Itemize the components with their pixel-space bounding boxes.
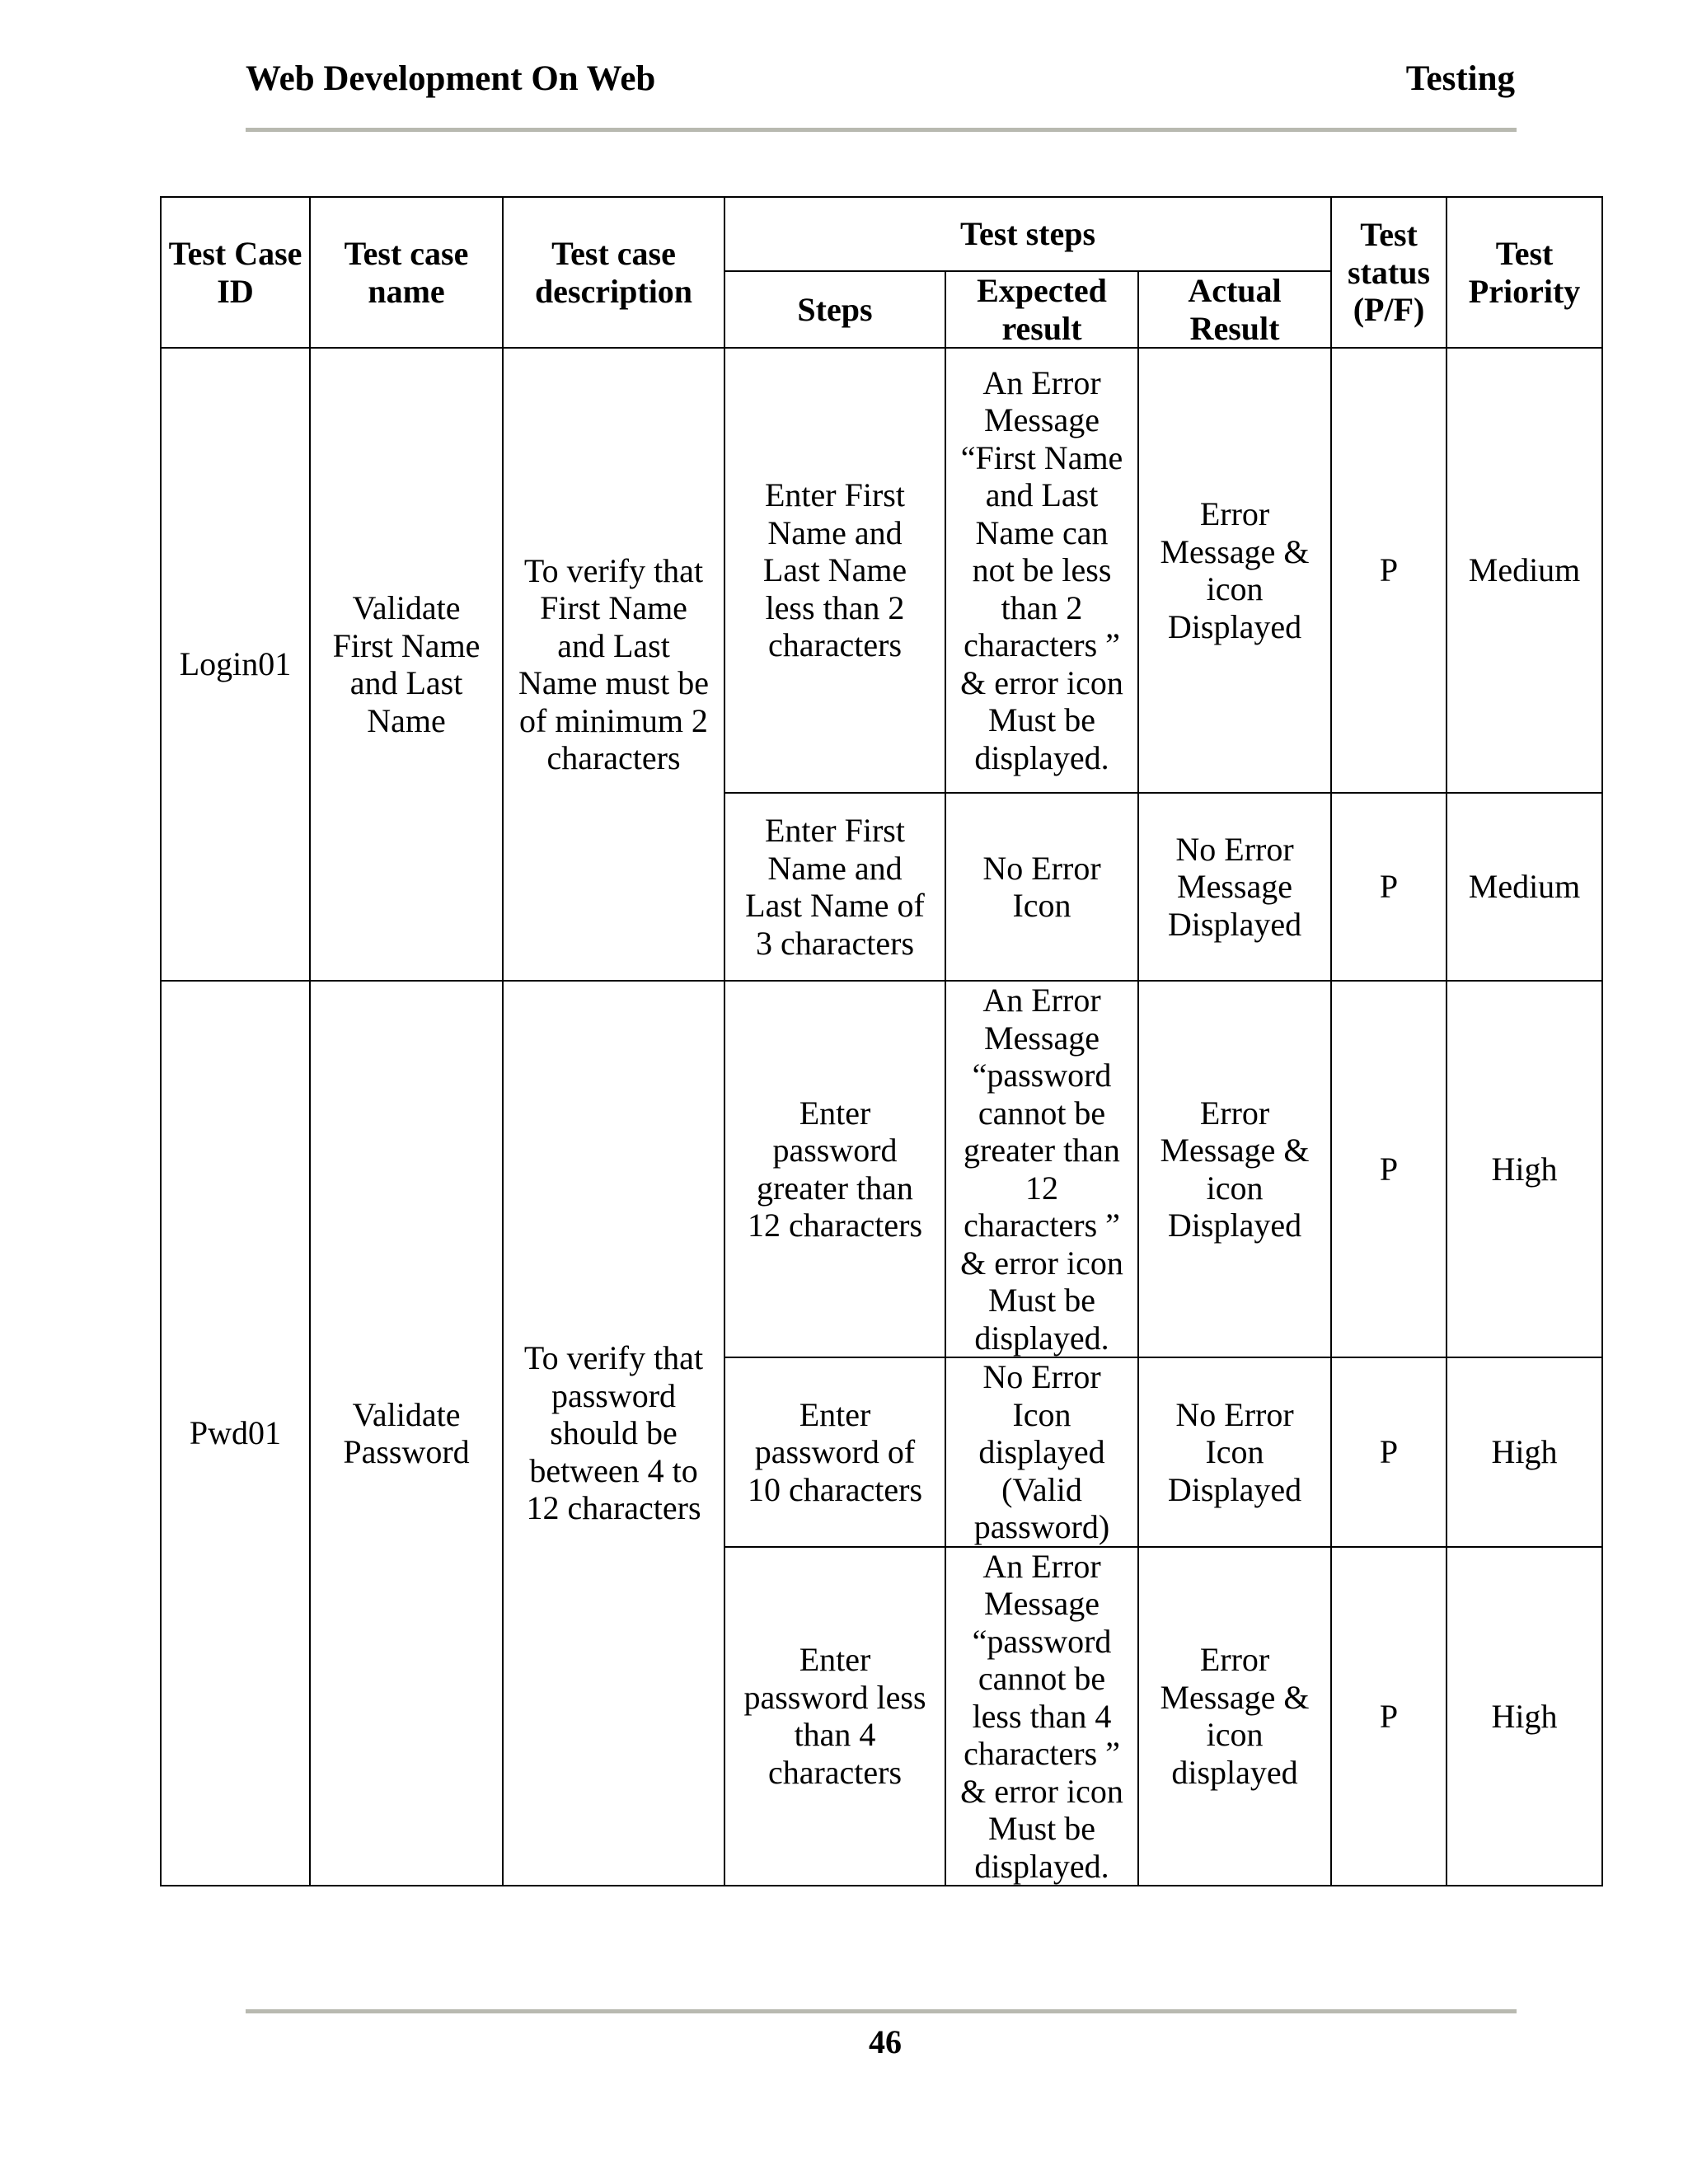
test-priority-cell: High [1447,981,1602,1357]
col-header-test-case-description: Test case description [503,197,724,348]
test-priority-cell: High [1447,1357,1602,1547]
test-case-name-cell: Validate First Name and Last Name [310,348,503,981]
test-priority-cell: Medium [1447,793,1602,981]
test-case-id-cell: Pwd01 [161,981,310,1886]
col-header-actual-result: Actual Result [1138,271,1331,348]
header-row [161,197,1602,271]
test-status-cell: P [1331,981,1447,1357]
step-cell: Enter password greater than 12 characters [724,981,945,1357]
test-case-id-cell: Login01 [161,348,310,981]
actual-result-cell: No Error Icon Displayed [1138,1357,1331,1547]
test-case-description-cell: To verify that First Name and Last Name must be of minimum 2 characters [503,348,724,981]
document-title: Web Development On Web [246,59,656,98]
col-header-steps: Steps [724,271,945,348]
test-case-description-cell: To verify that password should be between 4 to 12 characters [503,981,724,1886]
test-status-cell: P [1331,1547,1447,1886]
actual-result-cell: Error Message & icon Displayed [1138,981,1331,1357]
expected-result-cell: No Error Icon displayed (Valid password) [945,1357,1138,1547]
table-row [161,348,1602,793]
page-header [246,54,1515,104]
test-priority-cell: Medium [1447,348,1602,793]
step-cell: Enter password less than 4 characters [724,1547,945,1886]
expected-result-cell: An Error Message “First Name and Last Name can not be less than 2 characters ” & error icon Must be displayed. [945,348,1138,793]
test-status-cell: P [1331,348,1447,793]
step-cell: Enter First Name and Last Name of 3 characters [724,793,945,981]
test-case-table [160,196,1603,1886]
header-divider [246,128,1517,132]
actual-result-cell: Error Message & icon Displayed [1138,348,1331,793]
test-case-name-cell: Validate Password [310,981,503,1886]
col-header-test-priority: Test Priority [1447,197,1602,348]
col-header-expected-result: Expected result [945,271,1138,348]
footer-divider [246,2009,1517,2013]
col-header-test-steps: Test steps [724,197,1331,271]
expected-result-cell: An Error Message “password cannot be greater than 12 characters ” & error icon Must be displayed. [945,981,1138,1357]
section-title: Testing [1405,59,1515,98]
expected-result-cell: No Error Icon [945,793,1138,981]
col-header-test-case-id: Test Case ID [161,197,310,348]
step-cell: Enter First Name and Last Name less than 2 characters [724,348,945,793]
expected-result-cell: An Error Message “password cannot be less than 4 characters ” & error icon Must be displayed. [945,1547,1138,1886]
actual-result-cell: Error Message & icon displayed [1138,1547,1331,1886]
table-row [161,981,1602,1357]
test-status-cell: P [1331,793,1447,981]
step-cell: Enter password of 10 characters [724,1357,945,1547]
col-header-test-case-name: Test case name [310,197,503,348]
test-priority-cell: High [1447,1547,1602,1886]
page-number: 46 [869,2023,902,2060]
col-header-test-status: Test status (P/F) [1331,197,1447,348]
actual-result-cell: No Error Message Displayed [1138,793,1331,981]
test-status-cell: P [1331,1357,1447,1547]
